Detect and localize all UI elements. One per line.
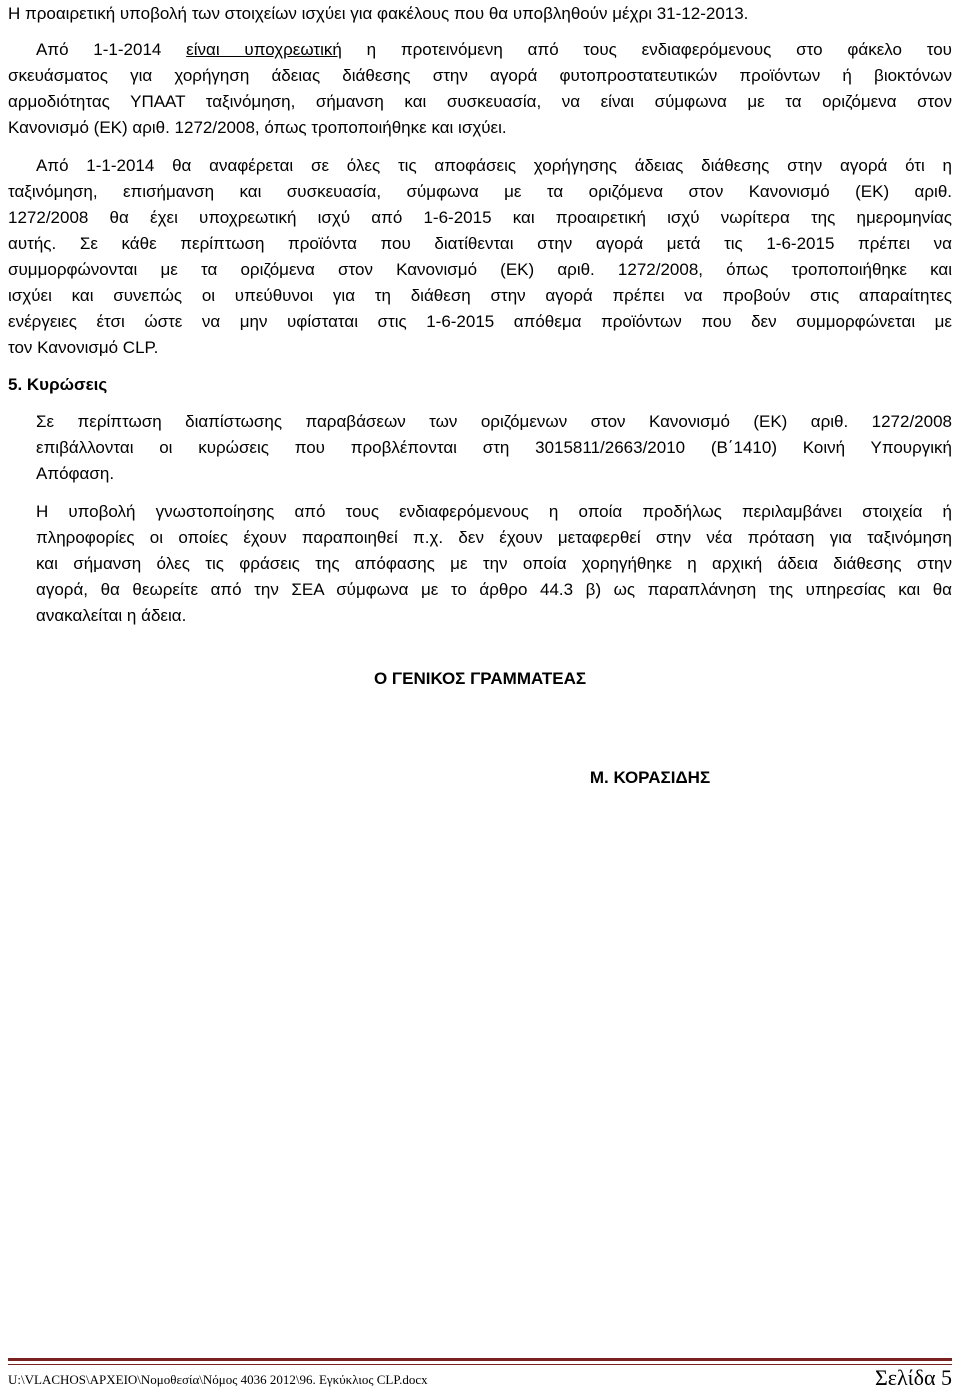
section-heading: 5. Κυρώσεις	[8, 375, 108, 394]
paragraph-line: ταξινόμηση, επισήμανση και συσκευασία, σύμφωνα με τα οριζόμενα στον Κανονισμό (ΕΚ) αριθ.	[8, 182, 952, 201]
paragraph-line: τον Κανονισμό CLP.	[8, 338, 159, 357]
paragraph-line: Η υποβολή γνωστοποίησης από τους ενδιαφερόμενους η οποία προδήλως περιλαμβάνει στοιχεία ή	[36, 502, 952, 521]
optional-submission-note: Η προαιρετική υποβολή των στοιχείων ισχύει για φακέλους που θα υποβληθούν μέχρι 31-12-2013.	[8, 4, 749, 23]
signature-title: Ο ΓΕΝΙΚΟΣ ΓΡΑΜΜΑΤΕΑΣ	[373, 669, 587, 688]
paragraph-line	[36, 37, 952, 63]
text-run: η προτεινόμενη από τους ενδιαφερόμενους στο φάκελο του	[341, 40, 952, 59]
paragraph-line: Κανονισμό (ΕΚ) αριθ. 1272/2008, όπως τροποποιήθηκε και ισχύει.	[8, 118, 507, 137]
underlined-text: είναι υποχρεωτική	[186, 40, 342, 59]
paragraph-line: σκευάσματος για χορήγηση άδειας διάθεσης στην αγορά φυτοπροστατευτικών προϊόντων ή βιοκτόνων	[8, 66, 952, 85]
paragraph-line: Από 1-1-2014 θα αναφέρεται σε όλες τις αποφάσεις χορήγησης άδειας διάθεσης στην αγορά ότι η	[36, 156, 952, 175]
footer-divider	[8, 1358, 952, 1361]
paragraph-line: 1272/2008 θα έχει υποχρεωτική ισχύ από 1-6-2015 και προαιρετική ισχύ νωρίτερα της ημερομηνίας	[8, 208, 952, 227]
paragraph-line: πληροφορίες οι οποίες έχουν παραποιηθεί π.χ. δεν έχουν μεταφερθεί στην νέα πρόταση για ταξινόμηση	[36, 528, 952, 547]
paragraph-line: Σε περίπτωση διαπίστωσης παραβάσεων των οριζόμενων στον Κανονισμό (ΕΚ) αριθ. 1272/2008	[36, 412, 952, 431]
signature-name: Μ. ΚΟΡΑΣΙΔΗΣ	[589, 768, 711, 787]
paragraph-line: αυτής. Σε κάθε περίπτωση προϊόντα που διατίθενται στην αγορά μετά τις 1-6-2015 πρέπει να	[8, 234, 952, 253]
paragraph-line: αρμοδιότητας ΥΠΑΑΤ ταξινόμηση, σήμανση και συσκευασία, να είναι σύμφωνα με τα οριζόμενα στον	[8, 92, 952, 111]
paragraph-line: ενέργειες έτσι ώστε να μην υφίσταται στις 1-6-2015 απόθεμα προϊόντων που δεν συμμορφώνεται με	[8, 312, 952, 331]
paragraph-line: ισχύει και συνεπώς οι υπεύθυνοι για τη διάθεση στην αγορά πρέπει να προβούν στις απαραίτητες	[8, 286, 952, 305]
paragraph-line: συμμορφώνονται με τα οριζόμενα στον Κανονισμό (ΕΚ) αριθ. 1272/2008, όπως τροποποιήθηκε και	[8, 260, 952, 279]
footer-divider-thin	[8, 1364, 952, 1365]
paragraph-line: Απόφαση.	[36, 464, 115, 483]
footer-page-number: Σελίδα 5	[874, 1365, 952, 1390]
paragraph-line: και σήμανση όλες τις φράσεις της απόφασης με την οποία χορηγήθηκε η αρχική άδεια διάθεσης στην	[36, 554, 952, 573]
paragraph-line: ανακαλείται η άδεια.	[36, 606, 187, 625]
text-run: Από 1-1-2014	[36, 40, 187, 59]
paragraph-line: αγορά, θα θεωρείτε από την ΣΕΑ σύμφωνα με το άρθρο 44.3 β) ως παραπλάνηση της υπηρεσίας και θα	[36, 580, 952, 599]
footer-file-path: U:\VLACHOS\ΑΡΧΕΙΟ\Νομοθεσία\Νόμος 4036 2012\96. Εγκύκλιος CLP.docx	[8, 1372, 428, 1387]
paragraph-line: επιβάλλονται οι κυρώσεις που προβλέπονται στη 3015811/2663/2010 (Β΄1410) Κοινή Υπουργική	[36, 438, 952, 457]
